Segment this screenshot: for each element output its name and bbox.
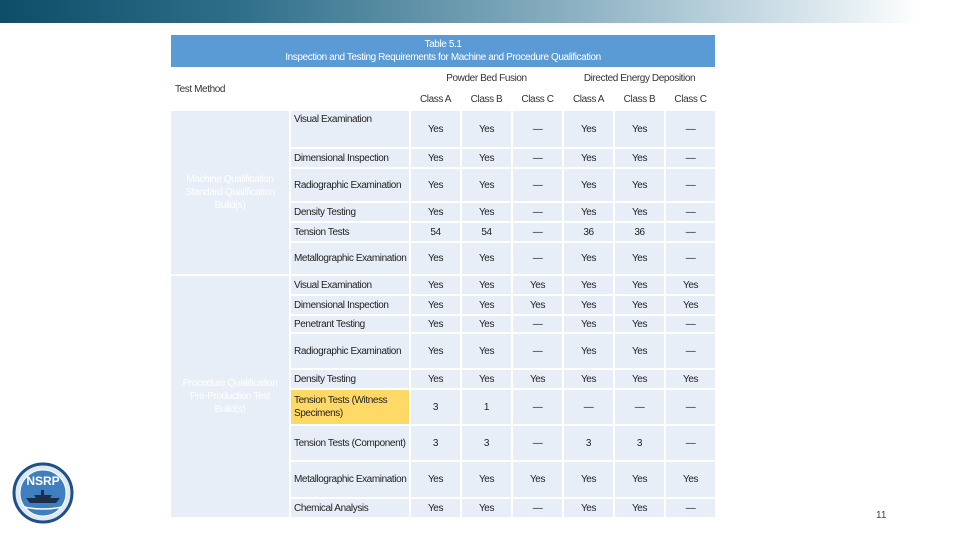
table-row [170, 110, 716, 148]
value-cell: Yes [461, 148, 512, 168]
value-cell: 36 [614, 222, 665, 242]
value-cell: Yes [614, 168, 665, 202]
value-cell: — [665, 242, 716, 275]
value-cell: Yes [410, 369, 461, 389]
value-cell: Yes [461, 110, 512, 148]
value-cell: — [512, 222, 563, 242]
value-cell: Yes [410, 275, 461, 295]
value-cell: Yes [461, 168, 512, 202]
logo-text: NSRP [26, 474, 60, 488]
value-cell: — [512, 498, 563, 518]
value-cell: Yes [461, 275, 512, 295]
value-cell: — [512, 168, 563, 202]
group-header-directed-energy-deposition: Directed Energy Deposition [563, 68, 716, 88]
value-cell: — [665, 498, 716, 518]
value-cell: 3 [410, 425, 461, 461]
table-title-line2: Inspection and Testing Requirements for Machine and Procedure Qualification [285, 52, 601, 63]
test-name-cell: Tension Tests (Witness Specimens) [290, 389, 410, 425]
value-cell: Yes [665, 295, 716, 315]
test-name-cell: Density Testing [290, 202, 410, 222]
value-cell: Yes [410, 242, 461, 275]
value-cell: — [665, 168, 716, 202]
value-cell: Yes [614, 295, 665, 315]
value-cell: Yes [512, 295, 563, 315]
value-cell: Yes [410, 168, 461, 202]
value-cell: — [512, 389, 563, 425]
value-cell: Yes [563, 242, 614, 275]
value-cell: Yes [410, 498, 461, 518]
test-name-cell: Visual Examination [290, 110, 410, 148]
test-name-cell: Metallographic Examination [290, 461, 410, 498]
value-cell: — [512, 202, 563, 222]
value-cell: Yes [461, 333, 512, 369]
value-cell: Yes [461, 242, 512, 275]
value-cell: Yes [614, 498, 665, 518]
value-cell: Yes [461, 369, 512, 389]
value-cell: Yes [563, 369, 614, 389]
class-header: Class A [410, 88, 461, 110]
value-cell: — [512, 110, 563, 148]
table-title-line1: Table 5.1 [424, 39, 462, 50]
value-cell: Yes [410, 333, 461, 369]
nsrp-logo-icon [12, 462, 74, 524]
test-name-cell: Penetrant Testing [290, 315, 410, 333]
test-name-cell: Dimensional Inspection [290, 295, 410, 315]
value-cell: Yes [410, 110, 461, 148]
value-cell: Yes [614, 202, 665, 222]
class-header: Class C [665, 88, 716, 110]
value-cell: Yes [563, 168, 614, 202]
value-cell: Yes [512, 461, 563, 498]
test-name-cell: Chemical Analysis [290, 498, 410, 518]
value-cell: — [512, 242, 563, 275]
value-cell: — [665, 315, 716, 333]
section-label [170, 110, 290, 275]
test-name-cell: Metallographic Examination [290, 242, 410, 275]
value-cell: 3 [410, 389, 461, 425]
value-cell: Yes [614, 110, 665, 148]
value-cell: — [665, 425, 716, 461]
value-cell: Yes [461, 315, 512, 333]
value-cell: — [665, 333, 716, 369]
value-cell: Yes [614, 315, 665, 333]
value-cell: — [512, 148, 563, 168]
page-number: 11 [876, 510, 887, 521]
value-cell: Yes [563, 148, 614, 168]
value-cell: Yes [614, 275, 665, 295]
value-cell: Yes [512, 275, 563, 295]
value-cell: Yes [563, 275, 614, 295]
value-cell: Yes [614, 148, 665, 168]
section-label-line: Machine Qualification [186, 174, 274, 185]
value-cell: Yes [410, 148, 461, 168]
value-cell: — [614, 389, 665, 425]
value-cell: 1 [461, 389, 512, 425]
section-label [170, 275, 290, 518]
value-cell: Yes [461, 461, 512, 498]
section-label-line: Build(s) [214, 404, 246, 415]
test-method-header: Test Method [170, 68, 410, 110]
value-cell: Yes [563, 498, 614, 518]
class-header: Class B [461, 88, 512, 110]
group-header-powder-bed-fusion: Powder Bed Fusion [410, 68, 563, 88]
section-label-line: Procedure Qualification [182, 378, 278, 389]
value-cell: Yes [461, 202, 512, 222]
value-cell: 54 [410, 222, 461, 242]
class-header: Class A [563, 88, 614, 110]
value-cell: — [512, 333, 563, 369]
value-cell: — [665, 222, 716, 242]
value-cell: Yes [410, 315, 461, 333]
value-cell: Yes [461, 498, 512, 518]
value-cell: 36 [563, 222, 614, 242]
value-cell: Yes [563, 295, 614, 315]
value-cell: Yes [614, 461, 665, 498]
section-label-line: Pre-Production Test [189, 391, 271, 402]
value-cell: Yes [665, 461, 716, 498]
value-cell: 3 [614, 425, 665, 461]
test-name-cell: Tension Tests [290, 222, 410, 242]
value-cell: — [665, 202, 716, 222]
test-name-cell: Dimensional Inspection [290, 148, 410, 168]
value-cell: — [665, 110, 716, 148]
value-cell: — [512, 425, 563, 461]
test-name-cell: Density Testing [290, 369, 410, 389]
value-cell: Yes [410, 202, 461, 222]
value-cell: Yes [410, 461, 461, 498]
table-row [170, 275, 716, 295]
value-cell: Yes [614, 333, 665, 369]
requirements-table [170, 34, 716, 518]
value-cell: — [665, 148, 716, 168]
top-gradient-bar [0, 0, 960, 23]
value-cell: 3 [461, 425, 512, 461]
section-label-line: Build(s) [214, 200, 246, 211]
value-cell: Yes [461, 295, 512, 315]
value-cell: Yes [563, 315, 614, 333]
value-cell: Yes [563, 110, 614, 148]
test-name-cell: Visual Examination [290, 275, 410, 295]
value-cell: Yes [512, 369, 563, 389]
value-cell: Yes [665, 369, 716, 389]
test-name-cell: Tension Tests (Component) [290, 425, 410, 461]
test-name-cell: Radiographic Examination [290, 168, 410, 202]
value-cell: Yes [563, 461, 614, 498]
value-cell: 3 [563, 425, 614, 461]
value-cell: Yes [665, 275, 716, 295]
class-header: Class C [512, 88, 563, 110]
value-cell: — [563, 389, 614, 425]
section-label-line: Standard Qualification [185, 187, 275, 198]
class-header: Class B [614, 88, 665, 110]
table-title [170, 34, 716, 68]
test-name-cell: Radiographic Examination [290, 333, 410, 369]
value-cell: — [512, 315, 563, 333]
value-cell: Yes [614, 242, 665, 275]
value-cell: Yes [410, 295, 461, 315]
value-cell: Yes [614, 369, 665, 389]
value-cell: — [665, 389, 716, 425]
value-cell: Yes [563, 202, 614, 222]
value-cell: 54 [461, 222, 512, 242]
value-cell: Yes [563, 333, 614, 369]
